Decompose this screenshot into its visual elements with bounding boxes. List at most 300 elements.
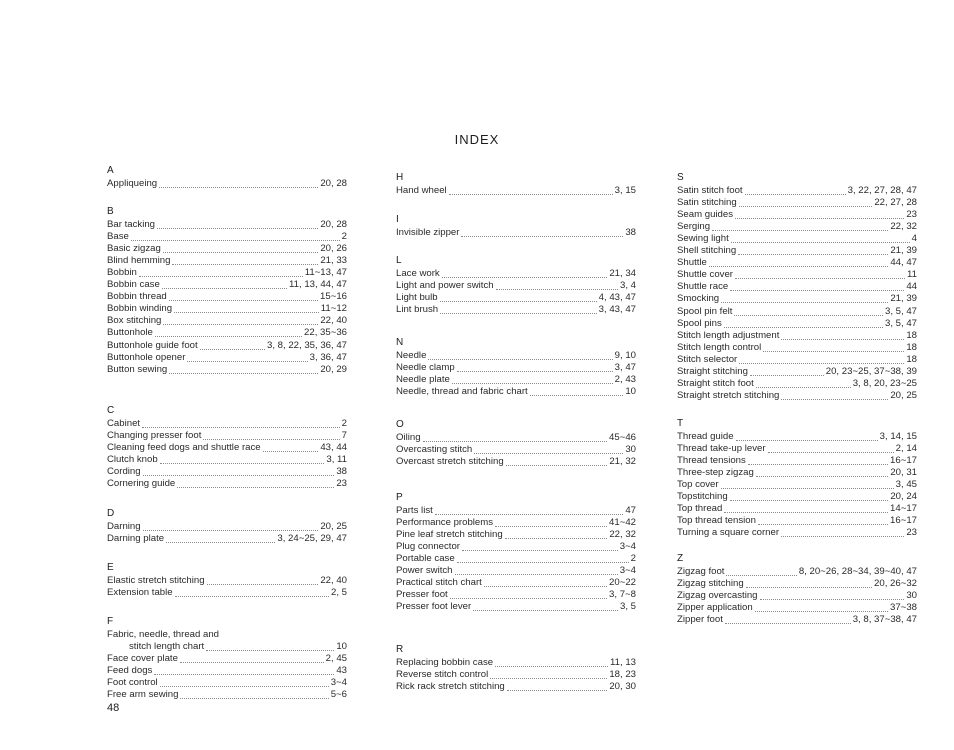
dot-leader — [724, 326, 883, 328]
entry-pages: 22, 40 — [320, 315, 347, 327]
dot-leader — [160, 462, 325, 464]
index-entry — [107, 430, 347, 442]
entry-pages: 3, 14, 15 — [879, 431, 917, 443]
entry-term: Cleaning feed dogs and shuttle race — [107, 442, 261, 454]
entry-term: Buttonhole guide foot — [107, 339, 198, 351]
section-letter: E — [107, 562, 114, 573]
dot-leader — [756, 386, 851, 388]
entry-pages: 3, 24~25, 29, 47 — [277, 533, 347, 545]
entry-pages: 3, 22, 27, 28, 47 — [847, 185, 917, 197]
entry-term: Button sewing — [107, 363, 168, 375]
dot-leader — [175, 595, 329, 597]
entry-term: Blind hemming — [107, 255, 171, 267]
entry-term: Overcasting stitch — [396, 444, 473, 456]
section-letter: N — [396, 337, 404, 348]
dot-leader — [263, 450, 319, 452]
dot-leader — [758, 523, 888, 525]
entry-term: Needle, thread and fabric chart — [396, 386, 528, 398]
entry-term: Thread guide — [677, 431, 734, 443]
entry-pages: 18 — [906, 341, 917, 353]
section-letter: L — [396, 255, 402, 266]
entry-term: Extension table — [107, 587, 173, 599]
index-entry — [396, 280, 636, 292]
dot-leader — [731, 241, 910, 243]
index-entry — [396, 444, 636, 456]
index-entry — [107, 315, 347, 327]
entry-pages: 20, 25 — [320, 521, 347, 533]
entry-term: Box stitching — [107, 315, 162, 327]
entry-term: Shuttle cover — [677, 269, 733, 281]
section-letter: T — [677, 418, 684, 429]
entry-term: Stitch length control — [677, 341, 762, 353]
dot-leader — [143, 474, 335, 476]
entry-pages: 45~46 — [609, 432, 636, 444]
index-entry — [396, 589, 636, 601]
dot-leader — [739, 362, 904, 364]
index-section — [396, 643, 636, 693]
dot-leader — [721, 487, 894, 489]
entry-pages: 3, 8, 20, 23~25 — [852, 377, 917, 389]
entry-term: Parts list — [396, 505, 433, 517]
entry-pages: 20, 29 — [320, 363, 347, 375]
index-entry — [396, 432, 636, 444]
index-entry — [677, 479, 917, 491]
entry-pages: 3~4 — [619, 565, 636, 577]
entry-term: Cording — [107, 466, 141, 478]
index-entry — [677, 590, 917, 602]
index-entry — [677, 293, 917, 305]
index-entry — [677, 378, 917, 390]
entry-term: Straight stretch stitching — [677, 389, 780, 401]
dot-leader — [461, 235, 623, 237]
entry-pages: 43 — [336, 665, 347, 677]
index-entry — [677, 342, 917, 354]
section-letter: Z — [677, 553, 684, 564]
dot-leader — [455, 573, 618, 575]
entry-pages: 11 — [907, 269, 917, 281]
entry-term: Invisible zipper — [396, 227, 460, 239]
entry-term: stitch length chart — [129, 641, 205, 653]
index-entry — [396, 681, 636, 693]
entry-term: Feed dogs — [107, 665, 153, 677]
index-entry — [677, 602, 917, 614]
dot-leader — [725, 622, 851, 624]
entry-term: Elastic stretch stitching — [107, 575, 205, 587]
entry-term: Zipper foot — [677, 614, 723, 626]
index-entry — [396, 268, 636, 280]
entry-pages: 22, 35~36 — [304, 327, 347, 339]
index-entry — [677, 354, 917, 366]
entry-pages: 3, 45 — [895, 479, 917, 491]
entry-term: Three-step zigzag — [677, 467, 754, 479]
entry-pages: 2, 43 — [614, 374, 636, 386]
index-entry — [677, 233, 917, 245]
index-entry — [107, 641, 347, 653]
entry-pages: 5~6 — [330, 689, 347, 701]
entry-pages: 3, 5, 47 — [884, 317, 917, 329]
index-entry — [107, 279, 347, 291]
entry-pages: 2, 5 — [330, 587, 347, 599]
entry-pages: 3, 43, 47 — [598, 304, 636, 316]
index-entry — [396, 505, 636, 517]
dot-leader — [154, 673, 334, 675]
entry-term: Straight stitching — [677, 365, 748, 377]
entry-pages: 18 — [906, 329, 917, 341]
entry-term: Bobbin — [107, 267, 137, 279]
entry-pages: 9, 10 — [614, 350, 636, 362]
entry-pages: 44, 47 — [890, 257, 917, 269]
dot-leader — [530, 394, 624, 396]
dot-leader — [162, 287, 287, 289]
entry-term: Changing presser foot — [107, 430, 202, 442]
dot-leader — [440, 300, 597, 302]
entry-term: Presser foot — [396, 589, 448, 601]
entry-pages: 10 — [625, 386, 636, 398]
entry-pages: 11~13, 47 — [304, 267, 347, 279]
index-section — [107, 164, 347, 190]
dot-leader — [435, 513, 624, 515]
index-section — [107, 615, 347, 701]
entry-term: Zigzag overcasting — [677, 590, 758, 602]
section-letter: P — [396, 492, 403, 503]
index-entry — [677, 209, 917, 221]
entry-term: Satin stitching — [677, 197, 737, 209]
index-section — [396, 418, 636, 468]
dot-leader — [163, 251, 318, 253]
dot-leader — [462, 549, 618, 551]
entry-term: Bobbin thread — [107, 291, 167, 303]
dot-leader — [203, 438, 339, 440]
entry-term: Buttonhole opener — [107, 351, 186, 363]
page-title: INDEX — [454, 132, 500, 147]
index-entry — [677, 366, 917, 378]
entry-pages: 7 — [341, 430, 347, 442]
index-entry — [396, 541, 636, 553]
entry-term: Darning — [107, 521, 141, 533]
dot-leader — [172, 263, 318, 265]
index-entry — [107, 587, 347, 599]
dot-leader — [428, 358, 612, 360]
dot-leader — [730, 499, 889, 501]
dot-leader — [781, 398, 888, 400]
entry-term: Basic zigzag — [107, 243, 161, 255]
entry-term: Darning plate — [107, 533, 165, 545]
section-letter: I — [396, 214, 399, 225]
entry-pages: 3~4 — [330, 677, 347, 689]
index-entry — [396, 362, 636, 374]
entry-pages: 4 — [911, 233, 917, 245]
index-entry — [107, 352, 347, 364]
entry-pages: 10 — [336, 641, 347, 653]
entry-term: Practical stitch chart — [396, 577, 482, 589]
entry-pages: 3, 8, 22, 35, 36, 47 — [266, 339, 347, 351]
index-entry — [677, 515, 917, 527]
entry-term: Smocking — [677, 293, 720, 305]
entry-term: Reverse stitch control — [396, 669, 489, 681]
entry-term: Sewing light — [677, 233, 729, 245]
dot-leader — [748, 463, 888, 465]
dot-leader — [495, 665, 608, 667]
dot-leader — [169, 299, 318, 301]
entry-pages: 16~17 — [890, 455, 917, 467]
section-letter: C — [107, 405, 115, 416]
entry-term: Bar tacking — [107, 219, 155, 231]
dot-leader — [760, 598, 905, 600]
section-letter: R — [396, 644, 404, 655]
index-entry — [677, 443, 917, 455]
dot-leader — [736, 439, 878, 441]
dot-leader — [496, 288, 618, 290]
entry-pages: 3, 47 — [614, 362, 636, 374]
section-letter: O — [396, 419, 404, 430]
dot-leader — [177, 486, 334, 488]
index-section — [677, 417, 917, 539]
dot-leader — [505, 537, 608, 539]
entry-term: Performance problems — [396, 517, 494, 529]
index-entry — [107, 665, 347, 677]
dot-leader — [450, 597, 607, 599]
index-entry — [677, 318, 917, 330]
entry-pages: 11~12 — [320, 303, 347, 315]
entry-pages: 21, 32 — [609, 456, 636, 468]
index-section — [107, 404, 347, 490]
entry-pages: 43, 44 — [320, 442, 347, 454]
entry-pages: 30 — [906, 590, 917, 602]
entry-pages: 11, 13, 44, 47 — [289, 279, 347, 291]
index-entry — [396, 669, 636, 681]
page-number: 48 — [107, 702, 120, 714]
dot-leader — [726, 574, 796, 576]
index-entry — [677, 431, 917, 443]
section-letter: A — [107, 165, 114, 176]
section-letter: D — [107, 508, 115, 519]
entry-pages: 3, 8, 37~38, 47 — [852, 614, 917, 626]
entry-term: Spool pins — [677, 317, 722, 329]
entry-term: Thread take-up lever — [677, 443, 766, 455]
index-entry — [396, 577, 636, 589]
entry-pages: 3, 7~8 — [609, 589, 636, 601]
index-entry — [396, 350, 636, 362]
index-entry — [107, 521, 347, 533]
entry-pages: 21, 34 — [609, 268, 636, 280]
dot-leader — [142, 426, 340, 428]
dot-leader — [755, 610, 888, 612]
entry-pages: 2 — [630, 553, 636, 565]
entry-pages: 2, 14 — [895, 443, 917, 455]
entry-pages: 47 — [625, 505, 636, 517]
dot-leader — [490, 677, 607, 679]
entry-pages: 38 — [625, 227, 636, 239]
dot-leader — [143, 529, 319, 531]
index-entry — [107, 327, 347, 339]
dot-leader — [157, 227, 318, 229]
entry-term: Needle — [396, 350, 427, 362]
entry-term: Lint brush — [396, 304, 439, 316]
entry-pages: 22, 32 — [890, 221, 917, 233]
index-entry — [677, 257, 917, 269]
index-section — [396, 254, 636, 316]
entry-pages: 20, 26~32 — [874, 578, 917, 590]
dot-leader — [163, 323, 318, 325]
entry-pages: 23 — [336, 478, 347, 490]
index-entry — [677, 330, 917, 342]
section-letter: B — [107, 206, 114, 217]
index-section — [396, 336, 636, 398]
dot-leader — [484, 585, 607, 587]
entry-pages: 23 — [906, 527, 917, 539]
entry-term: Bobbin winding — [107, 303, 173, 315]
entry-pages: 21, 39 — [890, 245, 917, 257]
dot-leader — [159, 186, 318, 188]
index-entry — [396, 374, 636, 386]
dot-leader — [474, 452, 623, 454]
index-entry — [677, 578, 917, 590]
entry-term: Light and power switch — [396, 280, 494, 292]
index-entry — [107, 303, 347, 315]
index-entry — [396, 292, 636, 304]
dot-leader — [712, 229, 888, 231]
entry-pages: 2 — [341, 418, 347, 430]
dot-leader — [735, 217, 904, 219]
entry-pages: 37~38 — [890, 602, 917, 614]
dot-leader — [495, 525, 607, 527]
entry-term: Zigzag stitching — [677, 578, 744, 590]
entry-term: Needle clamp — [396, 362, 455, 374]
entry-term: Plug connector — [396, 541, 460, 553]
entry-term: Portable case — [396, 553, 455, 565]
entry-pages: 15~16 — [320, 291, 347, 303]
dot-leader — [207, 583, 319, 585]
index-entry — [107, 243, 347, 255]
entry-pages: 2 — [341, 231, 347, 243]
index-entry — [107, 533, 347, 545]
index-entry — [107, 219, 347, 231]
dot-leader — [187, 360, 307, 362]
entry-term: Satin stitch foot — [677, 185, 743, 197]
entry-pages: 16~17 — [890, 515, 917, 527]
index-section — [396, 491, 636, 613]
entry-term: Needle plate — [396, 374, 450, 386]
dot-leader — [180, 661, 324, 663]
entry-term: Spool pin felt — [677, 305, 733, 317]
entry-pages: 20, 25 — [890, 389, 917, 401]
entry-term: Base — [107, 231, 129, 243]
dot-leader — [709, 265, 888, 267]
dot-leader — [180, 697, 328, 699]
dot-leader — [206, 649, 334, 651]
index-entry — [396, 386, 636, 398]
entry-term: Buttonhole — [107, 327, 153, 339]
section-letter: F — [107, 616, 114, 627]
entry-term: Turning a square corner — [677, 527, 780, 539]
entry-pages: 20, 28 — [320, 178, 347, 190]
entry-term: Cabinet — [107, 418, 141, 430]
dot-leader — [735, 277, 905, 279]
dot-leader — [131, 239, 340, 241]
index-section — [677, 552, 917, 626]
entry-term: Free arm sewing — [107, 689, 179, 701]
entry-pages: 20, 31 — [890, 467, 917, 479]
entry-term: Top thread tension — [677, 515, 756, 527]
entry-pages: 3~4 — [619, 541, 636, 553]
entry-term: Zigzag foot — [677, 566, 725, 578]
entry-term: Lace work — [396, 268, 440, 280]
index-entry — [107, 418, 347, 430]
index-entry — [396, 529, 636, 541]
entry-pages: 38 — [336, 466, 347, 478]
dot-leader — [457, 561, 629, 563]
index-entry — [677, 566, 917, 578]
dot-leader — [449, 193, 613, 195]
index-entry — [396, 185, 636, 197]
dot-leader — [781, 535, 904, 537]
dot-leader — [166, 541, 275, 543]
dot-leader — [442, 276, 608, 278]
entry-term: Power switch — [396, 565, 453, 577]
index-entry — [677, 390, 917, 402]
entry-pages: 20~22 — [609, 577, 636, 589]
entry-pages: 3, 11 — [326, 454, 347, 466]
dot-leader — [160, 685, 329, 687]
entry-pages: 14~17 — [890, 503, 917, 515]
entry-term: Overcast stretch stitching — [396, 456, 504, 468]
dot-leader — [734, 314, 883, 316]
dot-leader — [169, 372, 318, 374]
dot-leader — [174, 311, 319, 313]
entry-pages: 11, 13 — [610, 657, 636, 669]
index-entry — [677, 614, 917, 626]
dot-leader — [768, 451, 894, 453]
index-entry — [396, 304, 636, 316]
dot-leader — [721, 301, 888, 303]
entry-term: Top cover — [677, 479, 719, 491]
dot-leader — [457, 370, 613, 372]
index-section — [396, 213, 636, 239]
dot-leader — [155, 335, 302, 337]
entry-term: Straight stitch foot — [677, 377, 754, 389]
entry-term: Shuttle race — [677, 281, 729, 293]
entry-pages: 20, 24 — [890, 491, 917, 503]
entry-pages: 23 — [906, 209, 917, 221]
dot-leader — [750, 374, 824, 376]
index-entry — [677, 269, 917, 281]
entry-pages: 41~42 — [609, 517, 636, 529]
entry-pages: 22, 40 — [320, 575, 347, 587]
index-entry — [677, 281, 917, 293]
entry-pages: 21, 33 — [320, 255, 347, 267]
entry-pages: 3, 15 — [614, 185, 636, 197]
entry-term: Cornering guide — [107, 478, 176, 490]
index-entry — [677, 467, 917, 479]
entry-pages: 20, 30 — [609, 681, 636, 693]
entry-term: Pine leaf stretch stitching — [396, 529, 503, 541]
entry-term: Thread tensions — [677, 455, 746, 467]
index-section — [107, 507, 347, 545]
index-entry — [107, 575, 347, 587]
index-entry — [107, 339, 347, 351]
entry-term: Zipper application — [677, 602, 753, 614]
index-entry — [396, 565, 636, 577]
index-entry — [107, 267, 347, 279]
index-entry — [677, 503, 917, 515]
entry-pages: 20, 26 — [320, 243, 347, 255]
entry-term: Replacing bobbin case — [396, 657, 494, 669]
index-entry — [107, 442, 347, 454]
entry-pages: 3, 5, 47 — [884, 305, 917, 317]
index-entry — [677, 305, 917, 317]
entry-term: Appliqueing — [107, 178, 158, 190]
index-entry — [677, 185, 917, 197]
